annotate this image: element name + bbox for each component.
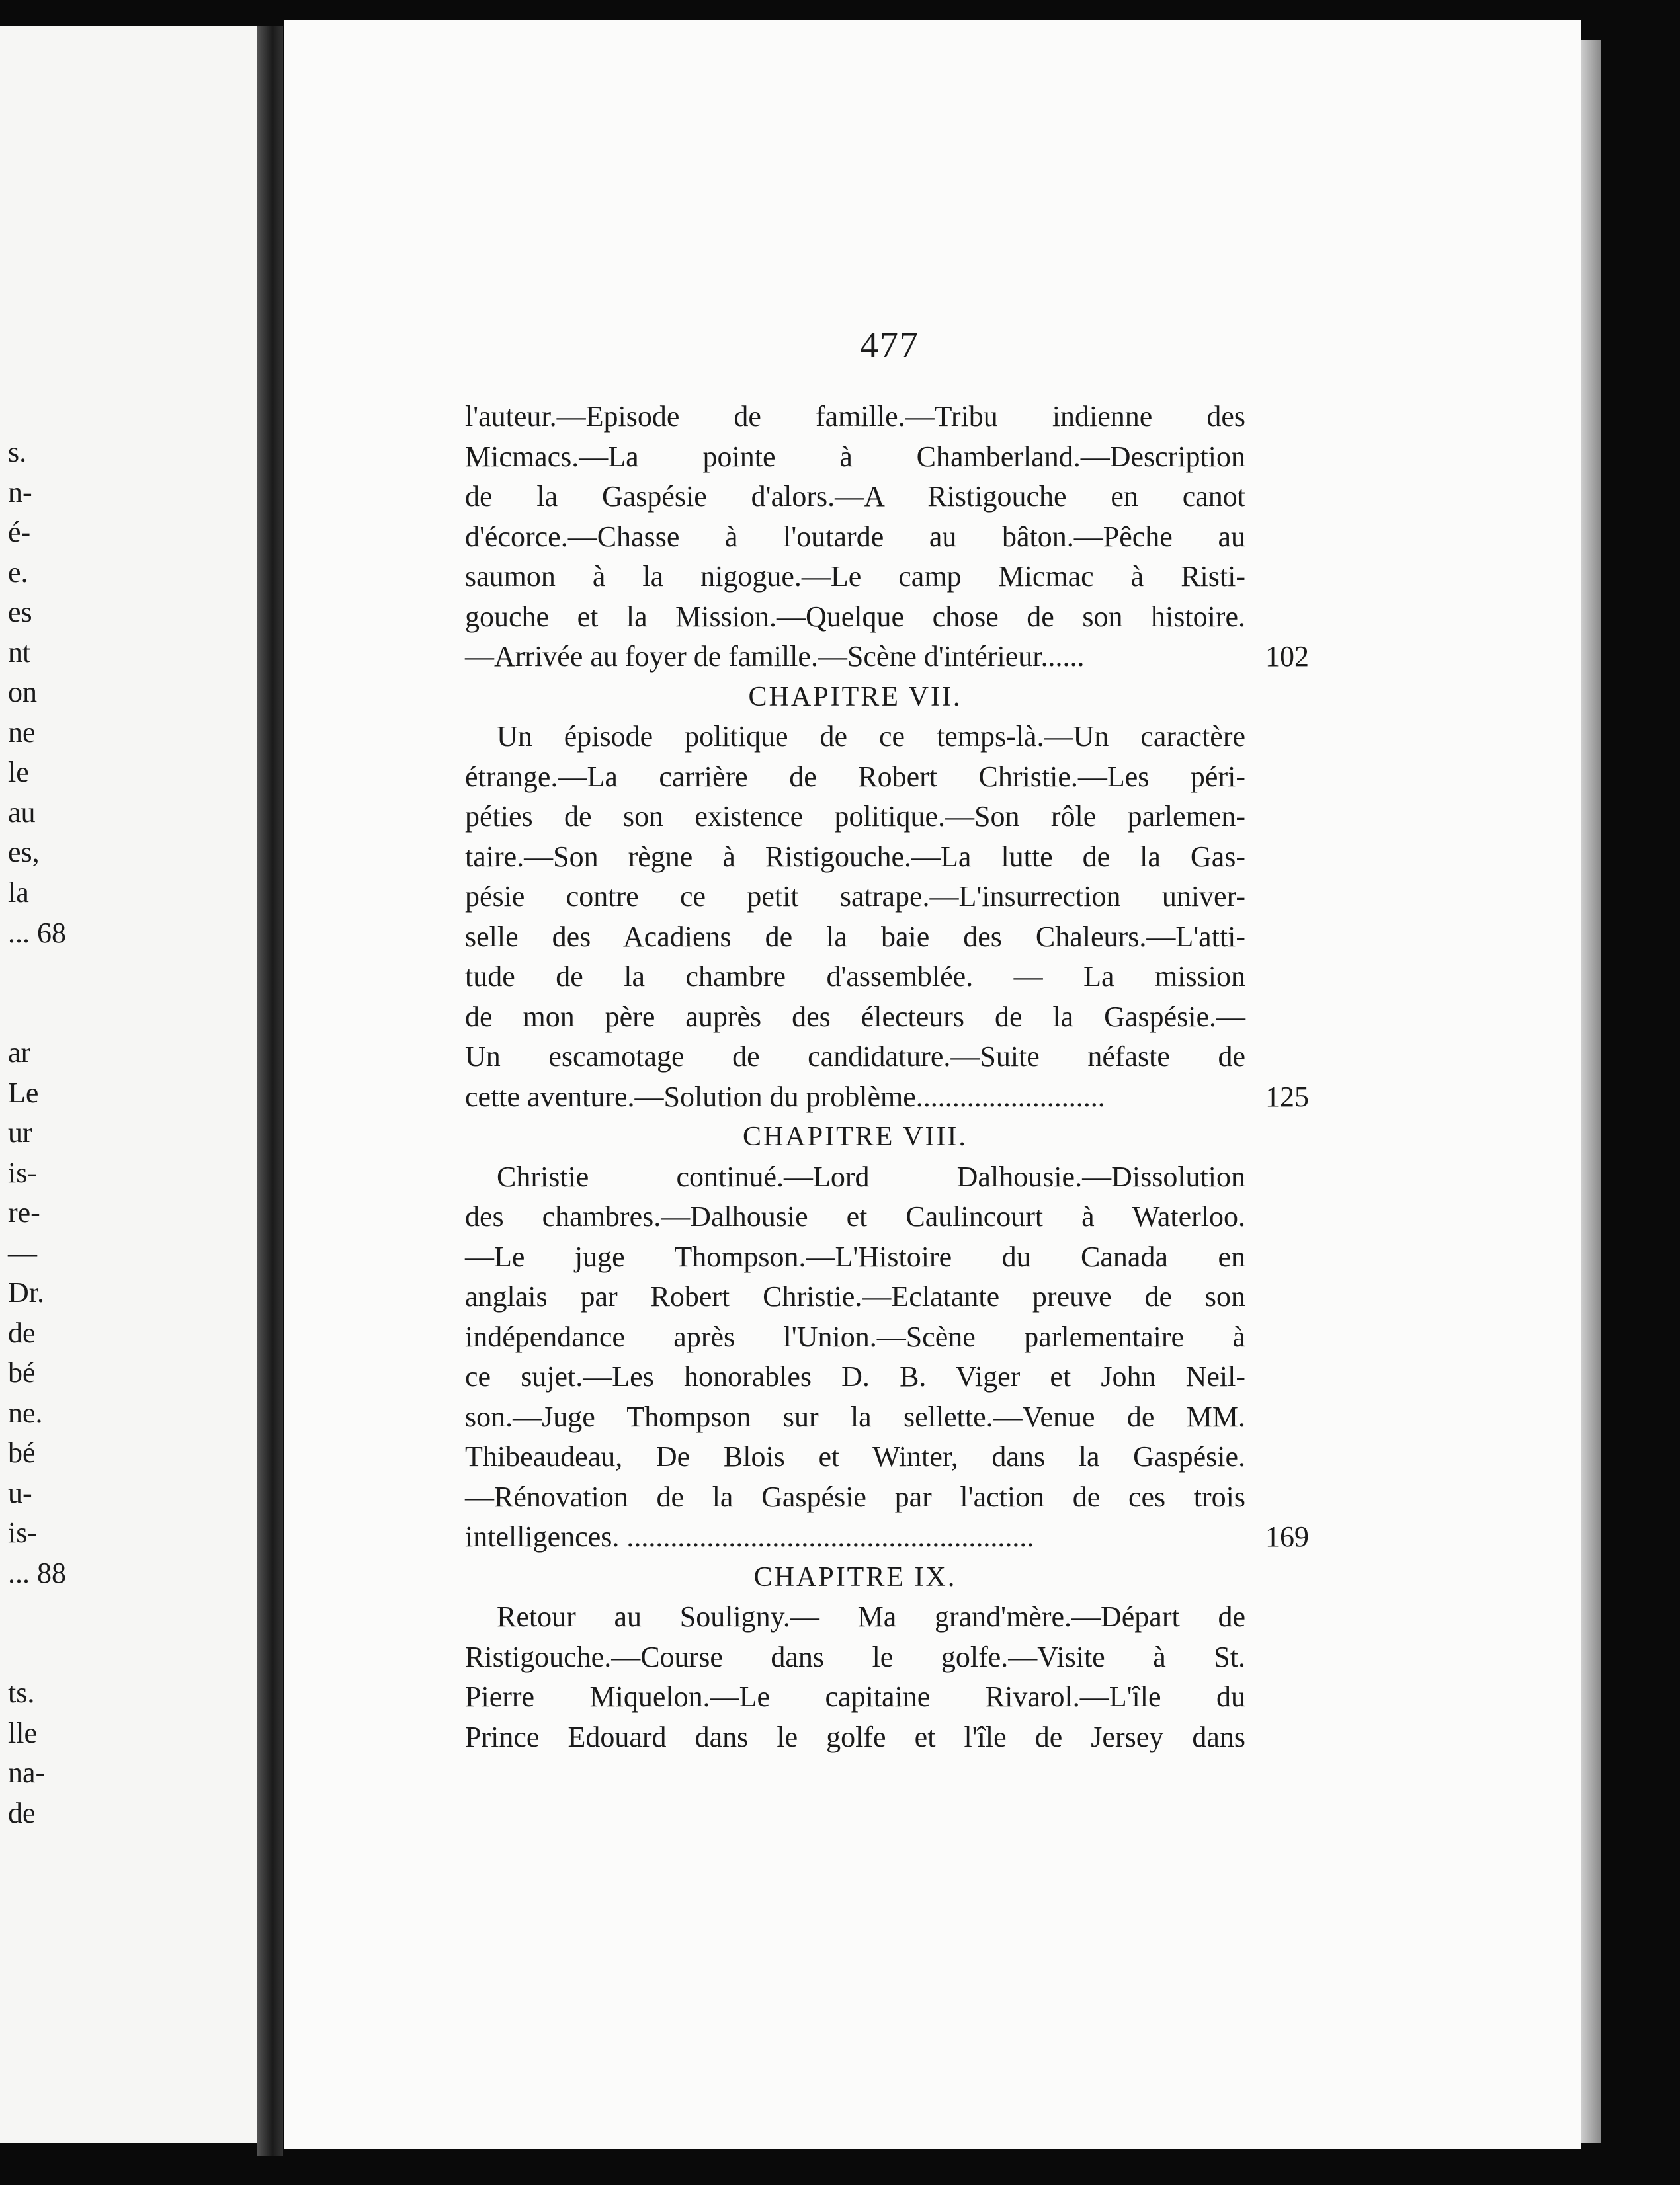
left-line-end: e. xyxy=(8,556,28,589)
book-gutter xyxy=(257,26,283,2156)
left-line-end: is- xyxy=(8,1516,37,1549)
toc-line: indépendance après l'Union.—Scène parlementaire à xyxy=(465,1320,1245,1353)
chapter-heading: CHAPITRE IX. xyxy=(753,1561,957,1592)
toc-line: pésie contre ce petit satrape.—L'insurrection univer- xyxy=(465,880,1245,913)
page-edge xyxy=(1581,40,1601,2143)
toc-line xyxy=(465,637,1309,677)
toc-line xyxy=(465,1517,1309,1557)
left-line-end: is- xyxy=(8,1157,37,1189)
left-line-end: n- xyxy=(8,476,32,509)
left-line-end: au xyxy=(8,796,36,829)
left-line-end: s. xyxy=(8,436,27,468)
left-line-end: — xyxy=(8,1237,37,1269)
left-line-end: ne xyxy=(8,716,36,749)
left-line-end: de xyxy=(8,1797,36,1829)
toc-line: Un épisode politique de ce temps-là.—Un caractère xyxy=(497,720,1245,753)
toc-line: Micmacs.—La pointe à Chamberland.—Description xyxy=(465,440,1245,473)
toc-line: —Rénovation de la Gaspésie par l'action de ces trois xyxy=(465,1480,1245,1513)
left-line-end: ne. xyxy=(8,1397,43,1429)
left-line-end: na- xyxy=(8,1756,46,1789)
toc-line: Thibeaudeau, De Blois et Winter, dans la Gaspésie. xyxy=(465,1440,1245,1473)
left-line-end: on xyxy=(8,676,37,708)
left-line-end: le xyxy=(8,756,29,788)
toc-line: l'auteur.—Episode de famille.—Tribu indienne des xyxy=(465,400,1245,433)
toc-line: d'écorce.—Chasse à l'outarde au bâton.—Pêche au xyxy=(465,520,1245,553)
toc-line: anglais par Robert Christie.—Eclatante preuve de son xyxy=(465,1280,1245,1313)
chapter-page-ref: 102 xyxy=(1265,640,1309,673)
toc-line: Un escamotage de candidature.—Suite néfaste de xyxy=(465,1040,1245,1073)
left-line-end: nt xyxy=(8,636,31,669)
chapter-page-ref: 125 xyxy=(1265,1080,1309,1113)
left-line-end: es, xyxy=(8,836,40,868)
left-line-end: bé xyxy=(8,1356,36,1389)
left-line-end: ur xyxy=(8,1116,32,1149)
toc-line: Christie continué.—Lord Dalhousie.—Dissolution xyxy=(497,1160,1245,1193)
left-line-end: ... 88 xyxy=(8,1557,66,1589)
left-line-end: ts. xyxy=(8,1676,35,1709)
toc-line xyxy=(465,1077,1309,1118)
left-line-end: ... 68 xyxy=(8,917,66,949)
chapter-page-ref: 169 xyxy=(1265,1520,1309,1553)
toc-line: gouche et la Mission.—Quelque chose de son histoire. xyxy=(465,600,1245,633)
toc-line: selle des Acadiens de la baie des Chaleurs.—L'atti- xyxy=(465,920,1245,953)
toc-line: Prince Edouard dans le golfe et l'île de Jersey dans xyxy=(465,1720,1245,1753)
toc-line: Pierre Miquelon.—Le capitaine Rivarol.—L'île du xyxy=(465,1680,1245,1713)
left-line-end: Le xyxy=(8,1077,39,1109)
page-number: 477 xyxy=(860,325,919,366)
chapter-heading: CHAPITRE VII. xyxy=(748,681,962,712)
left-line-end: u- xyxy=(8,1477,32,1509)
toc-line-text: cette aventure.—Solution du problème.......................... xyxy=(465,1080,1105,1113)
toc-line: de la Gaspésie d'alors.—A Ristigouche en canot xyxy=(465,480,1245,513)
left-line-end: es xyxy=(8,596,32,628)
left-line-end: de xyxy=(8,1317,36,1349)
toc-line: tude de la chambre d'assemblée. — La mission xyxy=(465,960,1245,993)
left-line-end: la xyxy=(8,876,29,909)
toc-line: des chambres.—Dalhousie et Caulincourt à Waterloo. xyxy=(465,1200,1245,1233)
toc-line: Ristigouche.—Course dans le golfe.—Visite à St. xyxy=(465,1640,1245,1673)
toc-line: étrange.—La carrière de Robert Christie.—Les péri- xyxy=(465,760,1245,793)
table-of-contents xyxy=(465,397,1309,1757)
left-line-end: re- xyxy=(8,1196,40,1229)
toc-line: saumon à la nigogue.—Le camp Micmac à Risti- xyxy=(465,560,1245,593)
toc-line: Retour au Souligny.— Ma grand'mère.—Départ de xyxy=(497,1600,1245,1633)
toc-line: ce sujet.—Les honorables D. B. Viger et John Neil- xyxy=(465,1360,1245,1393)
toc-line: de mon père auprès des électeurs de la Gaspésie.— xyxy=(465,1000,1245,1033)
chapter-heading: CHAPITRE VIII. xyxy=(743,1122,968,1152)
toc-line: péties de son existence politique.—Son rôle parlemen- xyxy=(465,800,1245,833)
left-page-fragment xyxy=(0,26,258,2143)
left-line-end: lle xyxy=(8,1717,37,1749)
toc-line: taire.—Son règne à Ristigouche.—La lutte de la Gas- xyxy=(465,840,1245,873)
left-line-end: Dr. xyxy=(8,1276,44,1309)
toc-line-text: —Arrivée au foyer de famille.—Scène d'intérieur...... xyxy=(465,640,1085,673)
toc-line-text: intelligences. ........................................................ xyxy=(465,1520,1034,1553)
toc-line: son.—Juge Thompson sur la sellette.—Venue de MM. xyxy=(465,1400,1245,1433)
left-line-end: ar xyxy=(8,1036,31,1069)
toc-line: —Le juge Thompson.—L'Histoire du Canada en xyxy=(465,1240,1245,1273)
left-line-end: é- xyxy=(8,516,31,548)
left-line-end: bé xyxy=(8,1436,36,1469)
